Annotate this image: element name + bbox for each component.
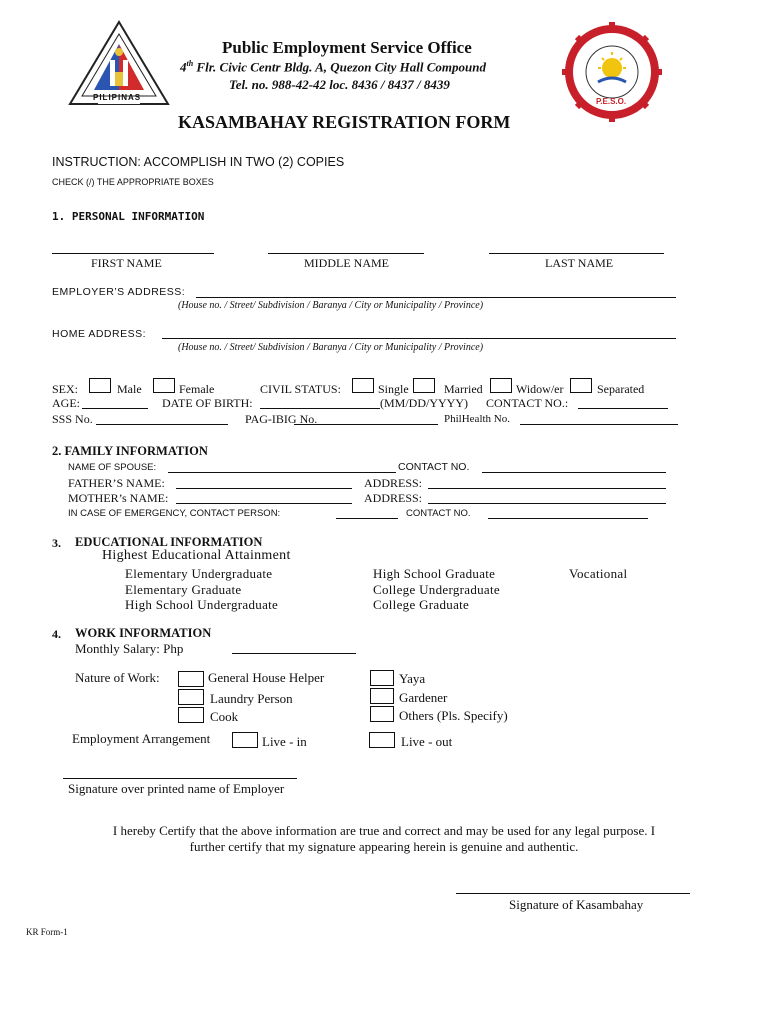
others-checkbox[interactable] [370,706,394,722]
philhealth-label: PhilHealth No. [444,413,510,425]
live-in-label: Live - in [262,734,307,749]
male-label: Male [117,382,142,396]
edu-elementary-undergraduate: Elementary Undergraduate [125,566,273,581]
certify-line-2: further certify that my signature appearing herein is genuine and authentic. [189,839,579,854]
cook-label: Cook [210,709,239,724]
cook-checkbox[interactable] [178,707,204,723]
emergency-person-line[interactable] [336,518,398,519]
work-number: 4. [52,627,61,641]
yaya-checkbox[interactable] [370,670,394,686]
yaya-label: Yaya [399,671,426,686]
civil-status-label: CIVIL STATUS: [260,382,341,396]
edu-college-undergraduate: College Undergraduate [373,582,500,597]
form-title: KASAMBAHAY REGISTRATION FORM [178,112,511,132]
spouse-contact-label: CONTACT NO. [398,461,470,473]
employer-address-line[interactable] [196,297,676,298]
home-address-line[interactable] [162,338,676,339]
male-checkbox[interactable] [89,378,111,393]
sss-line[interactable] [96,424,228,425]
floor-number: 4 [180,59,187,75]
age-label: AGE: [52,396,80,410]
peso-seal-icon [562,22,662,122]
emergency-contact-label: CONTACT NO. [406,508,471,519]
salary-line[interactable] [232,653,356,654]
father-name-line[interactable] [176,488,352,489]
edu-high-school-graduate: High School Graduate [373,566,496,581]
address-rest: Flr. Civic Centr Bldg. A, Quezon City Hall Compound [193,59,486,75]
personal-heading: 1. PERSONAL INFORMATION [52,210,205,223]
separated-checkbox[interactable] [570,378,592,393]
middle-name-line[interactable] [268,253,424,254]
sss-label: SSS No. [52,412,93,426]
employer-signature-line[interactable] [63,778,297,779]
office-address [180,59,486,75]
married-checkbox[interactable] [413,378,435,393]
general-helper-label: General House Helper [208,670,325,685]
home-address-hint: (House no. / Street/ Subdivision / Baranya / City or Municipality / Province) [178,342,484,353]
spouse-contact-line[interactable] [482,472,666,473]
office-name: Public Employment Service Office [222,38,472,57]
kasambahay-signature-label: Signature of Kasambahay [509,897,644,912]
emergency-contact-line[interactable] [488,518,648,519]
female-label: Female [179,382,215,396]
laundry-checkbox[interactable] [178,689,204,705]
check-note: CHECK (/) THE APPROPRIATE BOXES [52,177,214,187]
left-seal-bottom-text: PILIPINAS [93,93,142,102]
education-subheading: Highest Educational Attainment [102,548,291,563]
nature-of-work-label: Nature of Work: [75,670,160,685]
live-in-checkbox[interactable] [232,732,258,748]
pagibig-label: PAG-IBIG No. [245,412,318,426]
age-line[interactable] [82,408,148,409]
contact-no-label: CONTACT NO.: [486,396,569,410]
mother-label: MOTHER’s NAME: [68,491,169,505]
dob-label: DATE OF BIRTH: [162,396,253,410]
single-label: Single [378,382,409,396]
education-heading: EDUCATIONAL INFORMATION [75,535,263,549]
middle-name-label: MIDDLE NAME [304,256,389,270]
family-heading: 2. FAMILY INFORMATION [52,444,208,458]
edu-elementary-graduate: Elementary Graduate [125,582,242,597]
employer-address-hint: (House no. / Street/ Subdivision / Baranya / City or Municipality / Province) [178,300,484,311]
work-heading: WORK INFORMATION [75,626,212,640]
first-name-label: FIRST NAME [91,256,162,270]
live-out-label: Live - out [401,734,453,749]
father-address-line[interactable] [428,488,666,489]
single-checkbox[interactable] [352,378,374,393]
first-name-line[interactable] [52,253,214,254]
last-name-label: LAST NAME [545,256,614,270]
instruction-text: INSTRUCTION: ACCOMPLISH IN TWO (2) COPIES [52,155,345,169]
others-label: Others (Pls. Specify) [399,708,508,723]
widow-checkbox[interactable] [490,378,512,393]
right-seal-abbr: P.E.S.O. [596,97,627,106]
married-label: Married [444,382,483,396]
salary-label: Monthly Salary: Php [75,641,184,656]
pagibig-line[interactable] [294,424,438,425]
father-label: FATHER’S NAME: [68,476,165,490]
office-telephone: Tel. no. 988-42-42 loc. 8436 / 8437 / 8439 [229,77,450,92]
female-checkbox[interactable] [153,378,175,393]
floor-suffix: th [186,59,194,68]
separated-label: Separated [597,382,645,396]
education-number: 3. [52,536,61,550]
sex-label: SEX: [52,382,79,396]
contact-no-line[interactable] [578,408,668,409]
mother-name-line[interactable] [176,503,352,504]
edu-high-school-undergraduate: High School Undergraduate [125,597,279,612]
philhealth-line[interactable] [520,424,678,425]
employment-arrangement-label: Employment Arrangement [72,731,211,746]
live-out-checkbox[interactable] [369,732,395,748]
general-helper-checkbox[interactable] [178,671,204,687]
dob-line[interactable] [260,408,380,409]
home-address-label: HOME ADDRESS: [52,328,147,340]
emergency-label: IN CASE OF EMERGENCY, CONTACT PERSON: [68,508,281,519]
widow-label: Widow/er [516,382,564,396]
gardener-label: Gardener [399,690,448,705]
employer-signature-label: Signature over printed name of Employer [68,781,285,796]
edu-vocational: Vocational [569,566,628,581]
employer-address-label: EMPLOYER’S ADDRESS: [52,286,186,298]
certify-line-1: I hereby Certify that the above information are true and correct and may be used for any legal purpose. I [112,823,656,838]
kasambahay-signature-line[interactable] [456,893,690,894]
spouse-label: NAME OF SPOUSE: [68,462,157,473]
laundry-label: Laundry Person [210,691,293,706]
spouse-line[interactable] [168,472,396,473]
last-name-line[interactable] [489,253,664,254]
gardener-checkbox[interactable] [370,688,394,704]
mother-address-line[interactable] [428,503,666,504]
mother-address-label: ADDRESS: [364,491,423,505]
dob-format: (MM/DD/YYYY) [380,396,468,410]
edu-college-graduate: College Graduate [373,597,470,612]
father-address-label: ADDRESS: [364,476,423,490]
form-code: KR Form-1 [26,927,68,937]
